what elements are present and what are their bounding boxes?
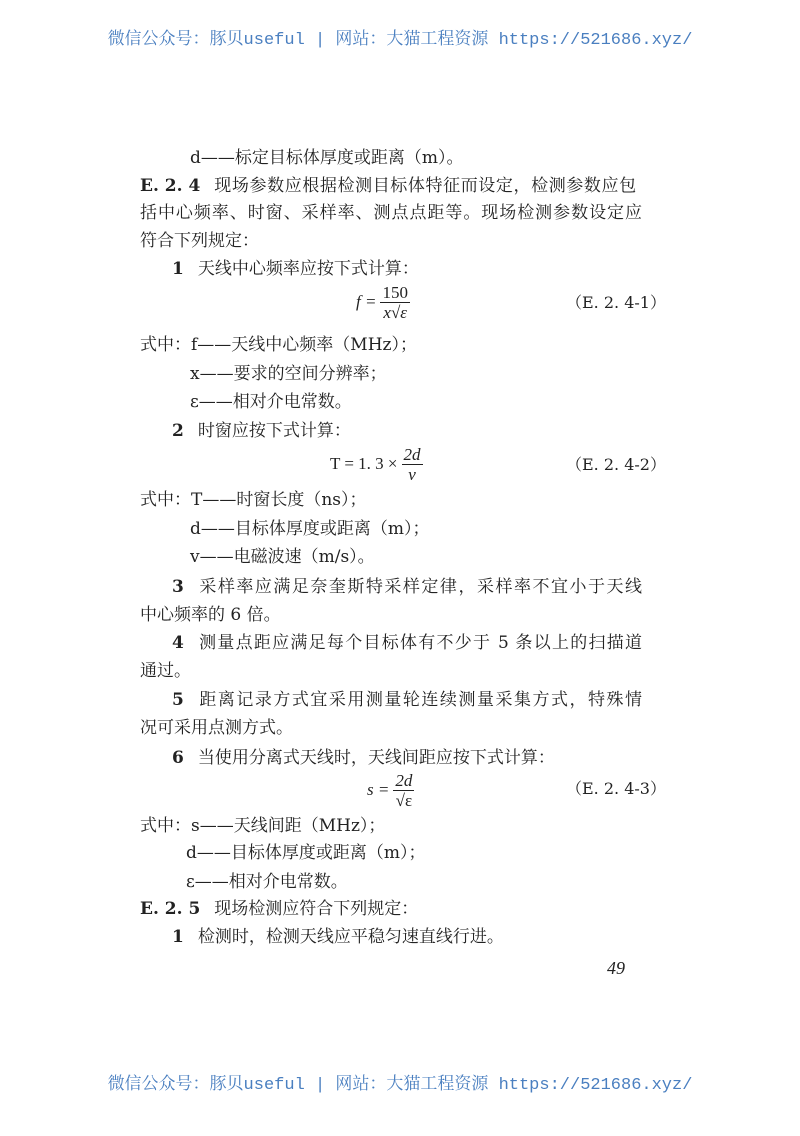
denominator: x√ε [383, 303, 407, 322]
numerator: 2d [395, 771, 413, 790]
fraction [402, 445, 423, 485]
item-3-line2: 中心频率的 6 倍。 [140, 605, 281, 625]
clause-number: E. 2. 5 [140, 899, 201, 919]
where-epsilon: ε——相对介电常数。 [190, 392, 352, 412]
where-d: d——目标体厚度或距离（m）； [186, 843, 426, 863]
item-5-line2: 况可采用点测方式。 [140, 718, 293, 738]
item-2 [172, 420, 351, 442]
where-v: v——电磁波速（m/s）。 [190, 547, 375, 567]
formula-number: （E. 2. 4-1） [566, 293, 666, 312]
formula-number: （E. 2. 4-2） [566, 455, 666, 474]
item-text: 测量点距应满足每个目标体有不少于 5 条以上的扫描道 [197, 633, 642, 653]
item-number: 4 [172, 633, 184, 653]
item-text: 天线中心频率应按下式计算： [197, 259, 419, 279]
where-d: d——目标体厚度或距离（m）； [190, 519, 430, 539]
item-number: 1 [172, 927, 184, 947]
clause-e24-line2: 括中心频率、时窗、采样率、测点点距等。现场检测参数设定应 [140, 203, 642, 223]
where-epsilon: ε——相对介电常数。 [186, 872, 348, 892]
clause-text: 现场检测应符合下列规定： [214, 899, 419, 919]
item-number: 6 [172, 748, 184, 768]
formula-e242 [330, 445, 423, 485]
item-text: 检测时，检测天线应平稳匀速直线行进。 [197, 927, 504, 947]
item-3-line1 [172, 576, 642, 598]
denominator: √ε [395, 791, 413, 810]
item-number: 2 [172, 421, 184, 441]
clause-e24-line1 [140, 175, 637, 197]
item-text: 当使用分离式天线时，天线间距应按下式计算： [197, 748, 555, 768]
clause-number: E. 2. 4 [140, 176, 201, 196]
clause-text: 现场参数应根据检测目标体特征而设定，检测参数应包 [214, 176, 637, 196]
item-number: 1 [172, 259, 184, 279]
item-5-line1 [172, 689, 642, 711]
where-s: 式中：s——天线间距（MHz）； [140, 816, 386, 836]
item-text: 采样率应满足奈奎斯特采样定律，采样率不宜小于天线 [197, 577, 642, 597]
item-4-line1 [172, 632, 642, 654]
watermark-top[interactable]: 微信公众号：豚贝useful | 网站：大猫工程资源 https://521686.xyz/ [107, 31, 693, 50]
clause-e24-line3: 符合下列规定： [140, 231, 259, 251]
item-e25-1 [172, 926, 504, 948]
numerator: 150 [382, 283, 408, 302]
formula-lhs: f = [356, 291, 377, 311]
item-number: 5 [172, 690, 184, 710]
where-x: x——要求的空间分辨率； [190, 364, 387, 384]
definition-d: d——标定目标体厚度或距离（m）。 [190, 148, 464, 168]
item-4-line2: 通过。 [140, 661, 191, 681]
fraction [380, 283, 410, 323]
item-text: 时窗应按下式计算： [197, 421, 351, 441]
fraction [393, 771, 414, 811]
formula-e243 [367, 771, 414, 811]
formula-lhs: s = [367, 779, 390, 799]
page-number: 49 [607, 958, 625, 978]
where-f: 式中：f——天线中心频率（MHz）； [140, 335, 417, 355]
item-number: 3 [172, 577, 184, 597]
where-T: 式中：T——时窗长度（ns）； [140, 490, 367, 510]
formula-e241 [356, 283, 410, 323]
clause-e25 [140, 898, 418, 920]
watermark-bottom[interactable]: 微信公众号：豚贝useful | 网站：大猫工程资源 https://521686.xyz/ [107, 1076, 693, 1095]
item-1 [172, 258, 419, 280]
numerator: 2d [403, 445, 421, 464]
item-6 [172, 747, 555, 769]
item-text: 距离记录方式宜采用测量轮连续测量采集方式，特殊情 [197, 690, 642, 710]
formula-lhs: T = 1. 3 × [330, 453, 398, 473]
formula-number: （E. 2. 4-3） [566, 779, 666, 798]
denominator: v [408, 465, 416, 484]
